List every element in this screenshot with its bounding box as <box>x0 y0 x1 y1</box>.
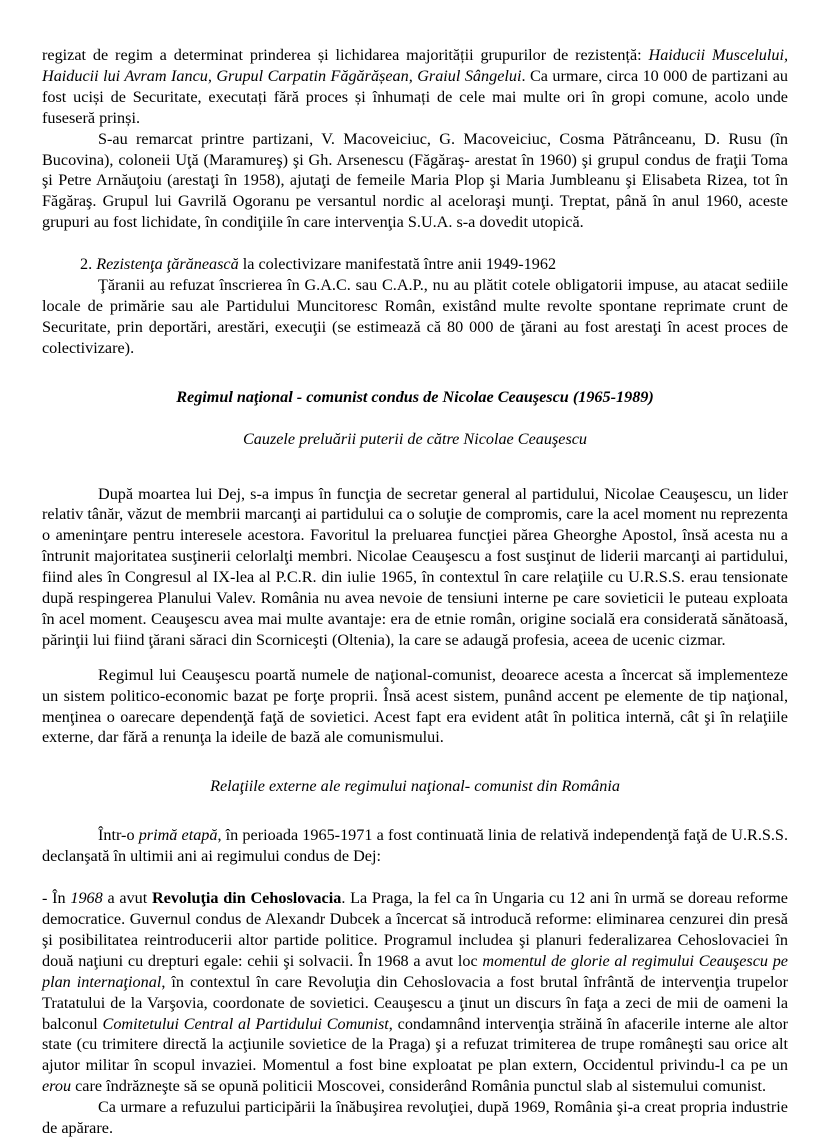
paragraph-peasant-refusal: Ţăranii au refuzat înscrierea în G.A.C. sau C.A.P., nu au plătit cotele obligatorii impuse, au atacat sediile locale de primărie sau ale Partidului Muncitoresc Român, existând multe revolte spontane reprimate crunt de Securitate, prin deportări, arestări, execuţii (se estimează că 80 000 de ţărani au fost arestaţi în acest proces de colectivizare). <box>42 276 788 357</box>
para7-italic-year: 1968 <box>70 889 103 908</box>
para1-rest-text: . Ca urmare, circa 10 000 de partizani au fost uciși de Securitate, executați fără proces și înhumați de cele mai multe ori în gropi comune, acolo unde fuseseră prinși. <box>42 66 788 127</box>
para7-italic-glory-moment: momentul de glorie al regimului Ceauşescu pe plan internaţional <box>42 951 788 991</box>
para7-italic-hero: erou <box>42 1077 72 1096</box>
para7-mid5-text: care îndrăzneşte să se opună politicii Moscovei, considerând România punctul slab al sistemului comunist. <box>71 1077 767 1096</box>
paragraph-resistance-groups <box>42 45 788 129</box>
para1-lead-text: regizat de regim a determinat prinderea și lichidarea majorității grupurilor de rezistență: <box>42 46 649 64</box>
paragraph-national-communism-definition: Regimul lui Ceauşescu poartă numele de naţional-comunist, deoarece acesta a încercat să implementeze un sistem politico-economic bazat pe forţe proprii. Însă acest sistem, punând accent pe elemente de tip naţional, menţinea o oarecare dependenţă faţă de sovietici. Acest fapt era evident atât în politica internă, cât şi în relaţiile externe, dar fără a renunţa la ideile de bază ale comunismului. <box>42 665 788 747</box>
heading-external-relations: Relaţiile externe ale regimului naţional- comunist din România <box>210 777 620 796</box>
para6-italic-first-stage: primă etapă <box>138 826 218 845</box>
paragraph-first-stage <box>42 825 788 867</box>
document-content <box>42 45 788 1139</box>
heading-rest-text: la colectivizare manifestată între anii 1949-1962 <box>238 255 557 274</box>
spacer <box>42 867 788 888</box>
paragraph-ceausescu-rise: După moartea lui Dej, s-a impus în funcţia de secretar general al partidului, Nicolae Ceauşescu, un lider relativ tânăr, văzut de membrii marcanţi ai partidului ca o soluţie de compromis, care la acel moment nu reprezenta o ameninţare pentru interesele acestora. Favoritul la preluarea funcţiei părea Gheorghe Apostol, însă acesta nu a întrunit majoritatea susţinerii celorlalţi membri. Nicolae Ceauşescu a fost susţinut de liderii marcanţi ai partidului, fiind ales în Congresul al IX-lea al P.C.R. din iulie 1965, în contextul în care relaţiile cu U.R.S.S. erau tensionate după respingerea Planului Valev. România nu avea nevoie de tensiuni interne pe care sovieticii le puteau exploata în acel moment. Ceauşescu avea mai multe avantaje: era de etnie român, origine socială era considerată sănătoasă, părinţii lui fiind ţărani săraci din Scorniceşti (Oltenia), la care se adaugă profesia, aceea de ucenic cizmar. <box>42 484 788 649</box>
para7-mid3-text: , în contextul în care Revoluţia din Cehoslovacia a fost brutal înfrântă de intervenţia trupelor Tratatului de la Varşovia, coordonate de sovietici. Ceauşescu a ţinut un discurs în faţa a zeci de mii de oameni la balconul <box>42 972 788 1033</box>
spacer <box>42 408 788 429</box>
heading-number: 2. <box>80 255 97 274</box>
para6-lead-text: Într-o <box>98 826 139 845</box>
spacer <box>42 233 788 254</box>
paragraph-czechoslovakia-1968 <box>42 888 788 1097</box>
para7-mid2-text: . La Praga, la fel ca în Ungaria cu 12 ani în urmă se doreau reforme democratice. Guvernul condus de Alexandr Dubcek a încercat să introducă reforme: eliminarea cenzurei din presă şi posibilitatea reintroducerii altor partide politice. Programul includea şi planuri federalizarea Cehoslovaciei în două naţiuni cu drepturi egale: cehii şi solvacii. În 1968 a avut loc <box>42 889 788 970</box>
para7-lead-text: - În <box>42 889 71 908</box>
heading-numbered-peasant-resistance <box>42 254 788 275</box>
para7-bold-revolution-title: Revoluţia din Cehoslovacia <box>151 889 342 908</box>
heading-italic-term: Rezistenţa ţărănească <box>96 255 239 274</box>
spacer <box>42 359 788 387</box>
heading-national-communist-regime: Regimul naţional - comunist condus de Nicolae Ceauşescu (1965-1989) <box>176 387 654 406</box>
para7-mid1-text: a avut <box>102 889 152 908</box>
spacer <box>42 651 788 665</box>
para6-rest-text: , în perioada 1965-1971 a fost continuată linia de relativă independenţă faţă de U.R.S.S. declanşată în ultimii ani ai regimului condus de Dej: <box>42 826 788 866</box>
spacer <box>42 450 788 484</box>
paragraph-notable-partisans: S-au remarcat printre partizani, V. Macoveiciuc, G. Macoveiciuc, Cosma Pătrânceanu, D. Rusu (în Bucovina), coloneii Uţă (Maramureş) şi Gh. Arsenescu (Făgăraş- arestat în 1960) şi grupul condus de fraţii Toma şi Petre Arnăuţoiu (arestaţi în 1958), ajutaţi de femeile Maria Plop şi Maria Jumbleanu şi Elisabeta Rizea, tot în Făgăraş. Grupul lui Gavrilă Ogoranu pe versantul nordic al aceloraşi munţi. Treptat, până în anul 1960, aceste grupuri au fost lichidate, în condiţiile în care intervenţia S.U.A. s-a dovedit utopică. <box>42 129 788 232</box>
heading-causes-of-power-takeover: Cauzele preluării puterii de către Nicolae Ceauşescu <box>242 429 588 448</box>
paragraph-defense-industry: Ca urmare a refuzului participării la înăbuşirea revoluţiei, după 1969, România şi-a creat propria industrie de apărare. <box>42 1098 788 1138</box>
para7-mid4-text: , condamnând intervenţia străină în afacerile interne ale altor state (cu trimitere directă la acţiunile sovietice de la Praga) şi a refuzat trimiterea de trupe româneşti sau orice alt ajutor militar în scopul invaziei. Momentul a fost bine exploatat pe plan extern, Occidentul privindu-l ca pe un <box>42 1014 788 1075</box>
para1-italic-group-names: Haiducii Muscelului, Haiducii lui Avram Iancu, Grupul Carpatin Făgărășean, Graiul Sângelui <box>42 46 789 85</box>
spacer <box>42 797 788 825</box>
spacer <box>42 748 788 776</box>
para7-italic-central-committee: Comitetului Central al Partidului Comunist <box>102 1014 389 1033</box>
